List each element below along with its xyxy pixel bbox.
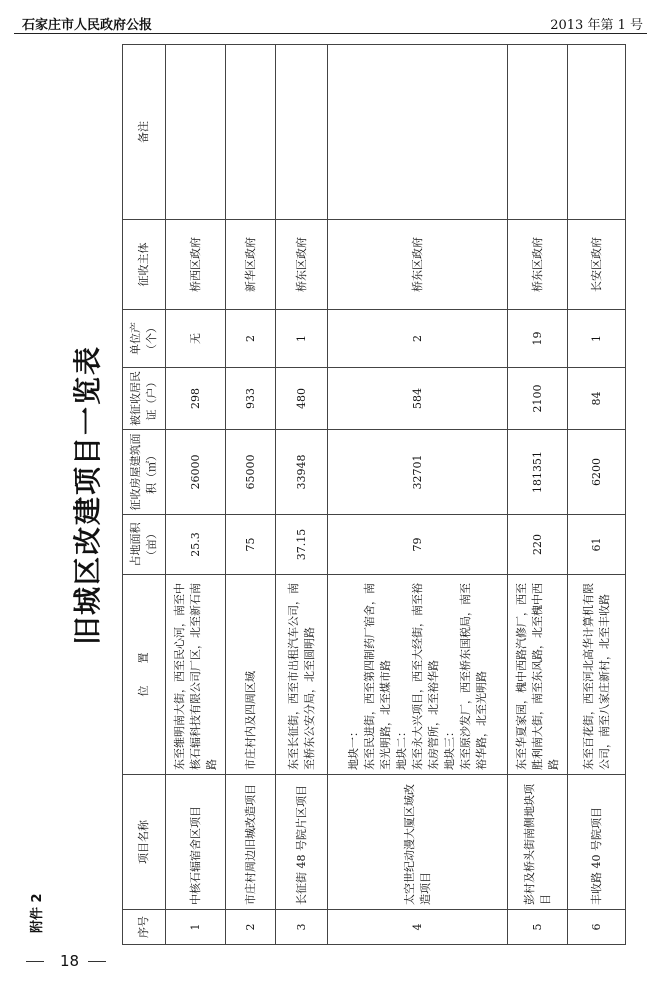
cell-households: 480: [276, 368, 328, 430]
header-location: 位 置: [123, 575, 166, 775]
cell-location: [226, 575, 276, 775]
location-line: 地块二：: [394, 726, 408, 770]
cell-households: 584: [328, 368, 508, 430]
location-line: 东至原沙发厂，西至桥东国税局，南至裕华路，北至光明路: [458, 583, 488, 770]
cell-name: 彭村及桥头街南侧地块项目: [508, 775, 568, 910]
rotated-table-page: [24, 45, 642, 945]
cell-location: [276, 575, 328, 775]
cell-households: 933: [226, 368, 276, 430]
cell-location: [568, 575, 626, 775]
cell-no: 3: [276, 910, 328, 945]
cell-authority: 新华区政府: [226, 220, 276, 310]
header-building-area: 征收房屋建筑面积（㎡）: [123, 430, 166, 515]
header-remark: 备注: [123, 45, 166, 220]
cell-area: 220: [508, 515, 568, 575]
cell-name: 丰收路 40 号院项目: [568, 775, 626, 910]
header-households: 被征收居民证（户）: [123, 368, 166, 430]
cell-authority: 桥东区政府: [328, 220, 508, 310]
header-name: 项目名称: [123, 775, 166, 910]
cell-remark: [568, 45, 626, 220]
cell-no: 1: [166, 910, 226, 945]
header-area: 占地面积（亩）: [123, 515, 166, 575]
page-number: 18: [60, 952, 80, 970]
cell-building-area: 32701: [328, 430, 508, 515]
cell-area: 75: [226, 515, 276, 575]
location-line: 地块三：: [442, 726, 456, 770]
location-line: 市庄村内及四周区域: [243, 671, 257, 770]
location-line: 东至维明南大街，西至民心河，南至中核石辐科技有限公司厂区，北至新石南路: [172, 583, 218, 770]
cell-authority: 长安区政府: [568, 220, 626, 310]
location-line: 东至永大兴项目，西至大经街，南至裕东房管所，北至裕华路: [410, 583, 440, 770]
cell-location: [328, 575, 508, 775]
cell-area: 79: [328, 515, 508, 575]
cell-remark: [328, 45, 508, 220]
cell-remark: [508, 45, 568, 220]
cell-remark: [226, 45, 276, 220]
cell-building-area: 181351: [508, 430, 568, 515]
header-authority: 征收主体: [123, 220, 166, 310]
cell-building-area: 26000: [166, 430, 226, 515]
cell-remark: [166, 45, 226, 220]
footer-dash-left: [26, 961, 44, 962]
cell-name: 市庄村周边旧城改造项目: [226, 775, 276, 910]
cell-building-area: 6200: [568, 430, 626, 515]
location-line: 东至百花街，西至河北高华计算机有限公司，南至八家庄新村，北至丰收路: [581, 583, 611, 770]
table-header-row: [123, 45, 166, 945]
location-line: 东至华夏家园，槐中西路汽修厂，西至胜利南大街，南至东风路，北至槐中西路: [514, 583, 560, 770]
cell-no: 6: [568, 910, 626, 945]
location-line: 东至长征街，西至市出租汽车公司，南至桥东公安分局，北至圆明路: [286, 583, 316, 770]
cell-no: 2: [226, 910, 276, 945]
header-no: 序号: [123, 910, 166, 945]
cell-authority: 桥西区政府: [166, 220, 226, 310]
publication-name: 石家庄市人民政府公报: [22, 18, 153, 33]
footer-dash-right: [88, 961, 106, 962]
table-row: [226, 45, 276, 945]
issue-number: 2013 年第 1 号: [550, 18, 643, 33]
cell-area: 61: [568, 515, 626, 575]
cell-authority: 桥东区政府: [508, 220, 568, 310]
table-row: [508, 45, 568, 945]
cell-name: 太空世纪动漫大厦区域改造项目: [328, 775, 508, 910]
attachment-label: 附件 2: [30, 893, 45, 933]
cell-households: 298: [166, 368, 226, 430]
cell-no: 5: [508, 910, 568, 945]
cell-units: 19: [508, 310, 568, 368]
location-line: 地块一：: [346, 726, 360, 770]
table-row: [568, 45, 626, 945]
cell-units: 1: [568, 310, 626, 368]
cell-name: 中核石辐宿舍区项目: [166, 775, 226, 910]
cell-location: [166, 575, 226, 775]
cell-area: 25.3: [166, 515, 226, 575]
header-units: 单位产（个）: [123, 310, 166, 368]
cell-area: 37.15: [276, 515, 328, 575]
cell-remark: [276, 45, 328, 220]
cell-location: [508, 575, 568, 775]
header-divider: [14, 33, 647, 34]
cell-name: 长征街 48 号院片区项目: [276, 775, 328, 910]
cell-units: 2: [328, 310, 508, 368]
table-row: [276, 45, 328, 945]
cell-units: 2: [226, 310, 276, 368]
cell-households: 2100: [508, 368, 568, 430]
project-table: [122, 44, 626, 945]
table-row: [328, 45, 508, 945]
table-title: 旧城区改建项目一览表: [71, 345, 104, 646]
cell-units: 无: [166, 310, 226, 368]
cell-households: 84: [568, 368, 626, 430]
cell-authority: 桥东区政府: [276, 220, 328, 310]
cell-building-area: 33948: [276, 430, 328, 515]
cell-building-area: 65000: [226, 430, 276, 515]
table-row: [166, 45, 226, 945]
cell-no: 4: [328, 910, 508, 945]
cell-units: 1: [276, 310, 328, 368]
location-line: 东至民进街，西至第四制药厂宿舍，南至光明路，北至煤市路: [362, 583, 392, 770]
